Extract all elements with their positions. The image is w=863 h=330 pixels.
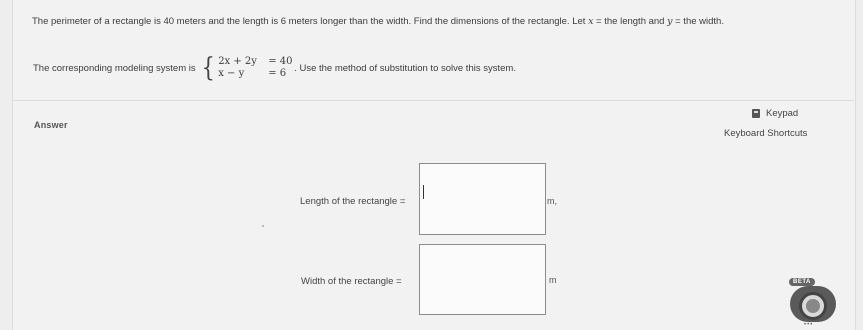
keyboard-shortcuts-link[interactable]: Keyboard Shortcuts (724, 128, 808, 139)
var-x: x (588, 16, 594, 27)
width-label: Width of the rectangle = (301, 276, 402, 287)
equation-lhs: 2x + 2y (218, 56, 257, 67)
keypad-label: Keypad (766, 108, 799, 119)
decorative-dot (262, 225, 264, 227)
keypad-button[interactable] (752, 108, 798, 119)
answer-heading: Answer (34, 120, 68, 130)
length-input[interactable] (419, 163, 546, 235)
text-caret (423, 185, 424, 199)
problem-statement (32, 16, 724, 27)
problem-text-3: = the width. (672, 16, 724, 27)
width-unit: m (549, 275, 557, 285)
brace-icon: { (201, 53, 215, 83)
equation-rhs: = 40 (268, 56, 293, 67)
problem-text-1: The perimeter of a rectangle is 40 meters and the length is 6 meters longer than the width. Find the dimensions of the rectangle. Let (32, 16, 589, 27)
helper-dots: ••• (804, 322, 814, 328)
helper-widget-button[interactable] (790, 286, 836, 322)
system-intro: The corresponding modeling system is (33, 62, 196, 74)
helper-icon-center (806, 299, 820, 313)
equation-rhs: = 6 (268, 68, 287, 79)
equation-row (218, 56, 292, 68)
equation-lhs: x − y (218, 68, 245, 79)
width-input[interactable] (419, 244, 546, 315)
keypad-icon (752, 109, 760, 118)
section-divider (12, 100, 854, 101)
length-unit: m, (547, 196, 557, 206)
var-y: y (667, 16, 673, 27)
beta-badge: BETA (789, 278, 815, 286)
system-instruction: . Use the method of substitution to solve this system. (294, 62, 516, 74)
equation-row (218, 68, 292, 80)
equation-system (218, 56, 292, 80)
system-statement (33, 55, 516, 81)
length-label: Length of the rectangle = (300, 196, 406, 207)
problem-text-2: = the length and (593, 16, 668, 27)
